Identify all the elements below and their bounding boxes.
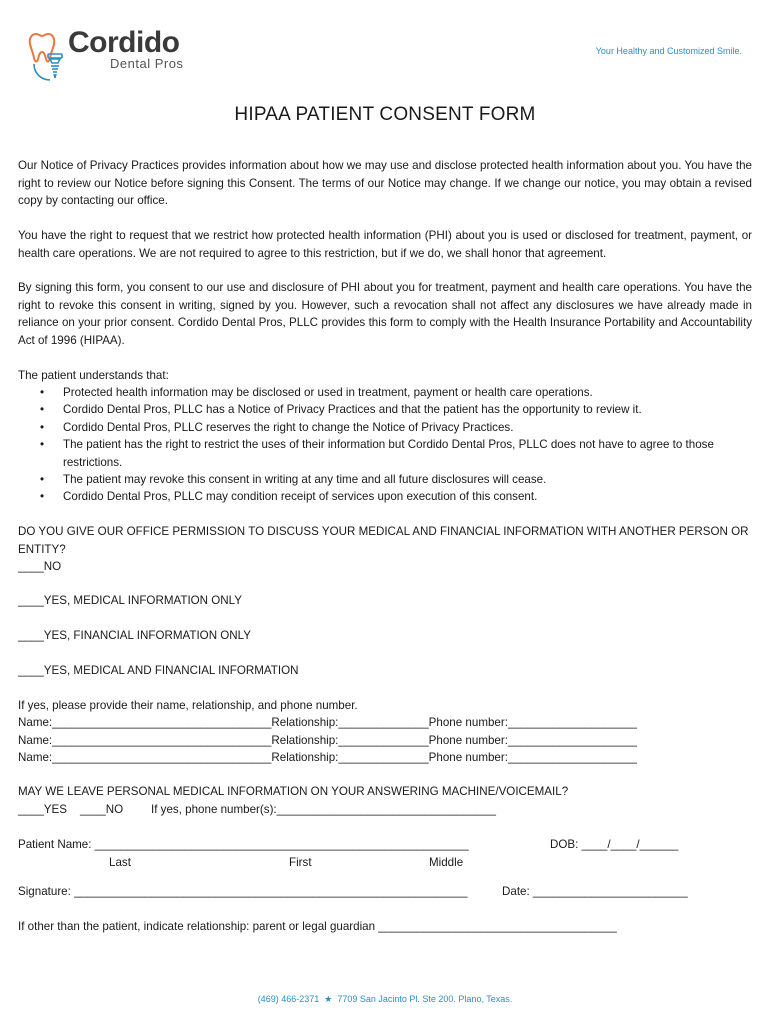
last-name-label: Last xyxy=(109,856,131,869)
date-field[interactable]: Date: ________________________ xyxy=(502,885,688,898)
patient-name-field[interactable]: Patient Name: __________________________________________________________ xyxy=(18,838,469,851)
middle-name-label: Middle xyxy=(429,856,464,869)
voicemail-yes[interactable]: ____YES xyxy=(18,803,67,816)
logo-subtitle: Dental Pros xyxy=(110,56,184,71)
understands-heading: The patient understands that: xyxy=(18,369,169,382)
dob-field[interactable]: DOB: ____/____/______ xyxy=(550,838,679,851)
list-item: • Cordido Dental Pros, PLLC may condition receipt of services upon execution of this consent. xyxy=(18,488,752,505)
tagline: Your Healthy and Customized Smile. xyxy=(595,46,742,56)
list-item: • The patient may revoke this consent in writing at any time and all future disclosures will cease. xyxy=(18,471,752,488)
logo-name: Cordido xyxy=(68,26,180,59)
contact-row-3[interactable]: Name:__________________________________Relationship:______________Phone number:____________________ xyxy=(18,751,637,764)
understands-list xyxy=(18,384,752,506)
option-medical-and-financial[interactable]: ____YES, MEDICAL AND FINANCIAL INFORMATION xyxy=(18,664,299,677)
voicemail-no[interactable]: ____NO xyxy=(80,803,124,816)
form-title: HIPAA PATIENT CONSENT FORM xyxy=(234,104,536,125)
if-yes-instruction: If yes, please provide their name, relationship, and phone number. xyxy=(18,699,358,712)
contact-row-2[interactable]: Name:__________________________________Relationship:______________Phone number:____________________ xyxy=(18,734,637,747)
signature-field[interactable]: Signature: _____________________________________________________________ xyxy=(18,885,468,898)
paragraph-restriction-right: You have the right to request that we restrict how protected health information (PHI) about you is used or disclosed for treatment, payment, or health care operations. We are not required to agree to this restriction, but if we do, we shall honor that agreement. xyxy=(18,229,752,260)
paragraph-privacy-notice: Our Notice of Privacy Practices provides information about how we may use and disclose protected health information about you. You have the right to review our Notice before signing this Consent. The terms of our Notice may change. If we change our notice, you may obtain a revised copy by contacting our office. xyxy=(18,159,752,208)
relationship-field[interactable]: If other than the patient, indicate relationship: parent or legal guardian _____________________________________ xyxy=(18,920,617,933)
paragraph-consent: By signing this form, you consent to our use and disclosure of PHI about you for treatment, payment and health care operations. You have the right to revoke this consent in writing, signed by you. However, such a revocation shall not affect any disclosures we have already made in reliance on your prior consent. Cordido Dental Pros, PLLC provides this form to comply with the Health Insurance Portability and Accountability Act of 1996 (HIPAA). xyxy=(18,281,752,347)
list-item: • The patient has the right to restrict the uses of their information but Cordido Dental Pros, PLLC does not have to agree to those restrictions. xyxy=(18,436,752,471)
voicemail-question: MAY WE LEAVE PERSONAL MEDICAL INFORMATION ON YOUR ANSWERING MACHINE/VOICEMAIL? xyxy=(18,785,569,798)
option-no[interactable]: ____NO xyxy=(18,560,62,573)
cordido-logo xyxy=(28,26,208,82)
option-medical-only[interactable]: ____YES, MEDICAL INFORMATION ONLY xyxy=(18,594,242,607)
footer-address: 7709 San Jacinto Pl. Ste 200. Plano, Texas. xyxy=(337,994,513,1004)
list-item: • Cordido Dental Pros, PLLC reserves the right to change the Notice of Privacy Practices. xyxy=(18,419,752,436)
footer-phone: (469) 466-2371 xyxy=(257,994,320,1004)
permission-question: DO YOU GIVE OUR OFFICE PERMISSION TO DISCUSS YOUR MEDICAL AND FINANCIAL INFORMATION WITH ANOTHER PERSON OR ENTITY? xyxy=(18,525,749,556)
list-item: • Protected health information may be disclosed or used in treatment, payment or health care operations. xyxy=(18,384,752,401)
footer-contact xyxy=(0,994,770,1005)
voicemail-phone-field[interactable]: If yes, phone number(s):__________________________________ xyxy=(151,803,496,816)
first-name-label: First xyxy=(289,856,312,869)
star-icon: ★ xyxy=(324,994,333,1004)
tooth-implant-icon xyxy=(28,28,68,82)
contact-row-1[interactable]: Name:__________________________________Relationship:______________Phone number:____________________ xyxy=(18,716,637,729)
option-financial-only[interactable]: ____YES, FINANCIAL INFORMATION ONLY xyxy=(18,629,252,642)
list-item: • Cordido Dental Pros, PLLC has a Notice of Privacy Practices and that the patient has the opportunity to review it. xyxy=(18,401,752,418)
